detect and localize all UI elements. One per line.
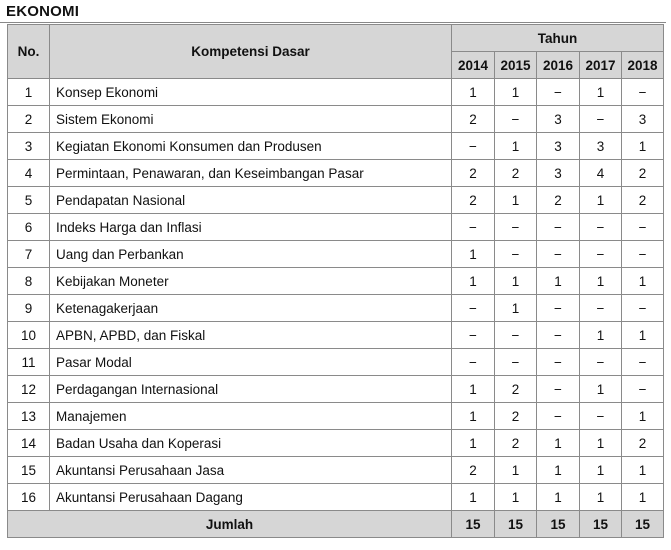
year-count-cell: 1 [622,133,664,160]
year-count-cell: − [537,349,580,376]
competency-name: Ketenagakerjaan [50,295,452,322]
competency-name: Indeks Harga dan Inflasi [50,214,452,241]
year-count-cell: − [495,349,537,376]
competency-name: Manajemen [50,403,452,430]
year-count-cell: − [452,295,495,322]
table-row [8,268,664,295]
table-row [8,430,664,457]
header-no: No. [8,25,50,79]
year-count-cell: − [537,376,580,403]
year-count-cell: 1 [580,484,622,511]
year-count-cell: 1 [622,457,664,484]
year-count-cell: − [622,79,664,106]
year-count-cell: 2 [452,457,495,484]
year-count-cell: 1 [452,484,495,511]
row-number: 12 [8,376,50,403]
table-footer [8,511,664,538]
competency-name: Pendapatan Nasional [50,187,452,214]
competency-name: Permintaan, Penawaran, dan Keseimbangan Pasar [50,160,452,187]
table-row [8,106,664,133]
row-number: 3 [8,133,50,160]
header-kompetensi-dasar: Kompetensi Dasar [50,25,452,79]
total-cell: 15 [622,511,664,538]
year-count-cell: − [580,295,622,322]
table-row [8,349,664,376]
year-count-cell: 1 [537,484,580,511]
year-count-cell: 1 [580,376,622,403]
competency-name: Uang dan Perbankan [50,241,452,268]
year-count-cell: 1 [622,403,664,430]
year-count-cell: 1 [580,322,622,349]
competency-name: Akuntansi Perusahaan Dagang [50,484,452,511]
year-count-cell: 2 [495,403,537,430]
year-count-cell: − [580,349,622,376]
total-cell: 15 [495,511,537,538]
year-count-cell: 1 [495,187,537,214]
year-count-cell: 1 [495,268,537,295]
year-count-cell: − [495,214,537,241]
total-cell: 15 [580,511,622,538]
year-count-cell: − [452,214,495,241]
year-count-cell: 2 [495,160,537,187]
table-row [8,214,664,241]
row-number: 8 [8,268,50,295]
year-count-cell: 1 [580,187,622,214]
row-number: 5 [8,187,50,214]
year-count-cell: 1 [580,457,622,484]
year-count-cell: − [622,241,664,268]
year-count-cell: 1 [495,295,537,322]
competency-name: Konsep Ekonomi [50,79,452,106]
competency-table [7,24,664,538]
year-count-cell: 1 [452,268,495,295]
row-number: 10 [8,322,50,349]
year-count-cell: 2 [622,430,664,457]
competency-name: Badan Usaha dan Koperasi [50,430,452,457]
table-row [8,484,664,511]
table-row [8,295,664,322]
header-year: 2014 [452,52,495,79]
year-count-cell: 2 [452,106,495,133]
year-count-cell: 3 [537,133,580,160]
row-number: 2 [8,106,50,133]
row-number: 16 [8,484,50,511]
year-count-cell: 1 [452,241,495,268]
year-count-cell: − [622,376,664,403]
year-count-cell: − [452,322,495,349]
year-count-cell: 1 [537,457,580,484]
year-count-cell: − [537,403,580,430]
year-count-cell: 2 [622,187,664,214]
year-count-cell: − [537,295,580,322]
year-count-cell: 1 [580,79,622,106]
year-count-cell: − [452,133,495,160]
year-count-cell: 1 [537,430,580,457]
table-row [8,322,664,349]
year-count-cell: − [537,241,580,268]
total-cell: 15 [537,511,580,538]
year-count-cell: 1 [495,79,537,106]
year-count-cell: 4 [580,160,622,187]
year-count-cell: 1 [622,322,664,349]
year-count-cell: 1 [622,268,664,295]
year-count-cell: 3 [622,106,664,133]
table-body [8,79,664,511]
year-count-cell: 1 [495,484,537,511]
year-count-cell: 1 [622,484,664,511]
row-number: 11 [8,349,50,376]
year-count-cell: 1 [452,430,495,457]
year-count-cell: − [537,79,580,106]
table-row [8,79,664,106]
table-row [8,403,664,430]
year-count-cell: − [580,241,622,268]
year-count-cell: 1 [580,430,622,457]
year-count-cell: 2 [452,187,495,214]
year-count-cell: 1 [495,133,537,160]
table-row [8,457,664,484]
year-count-cell: − [495,106,537,133]
year-count-cell: − [537,214,580,241]
row-number: 1 [8,79,50,106]
year-count-cell: 1 [580,268,622,295]
year-count-cell: 2 [537,187,580,214]
competency-name: APBN, APBD, dan Fiskal [50,322,452,349]
year-count-cell: − [580,106,622,133]
table-row [8,241,664,268]
header-tahun: Tahun [452,25,664,52]
year-count-cell: 3 [580,133,622,160]
table-row [8,187,664,214]
year-count-cell: − [495,322,537,349]
year-count-cell: 1 [452,79,495,106]
competency-name: Kebijakan Moneter [50,268,452,295]
year-count-cell: 3 [537,160,580,187]
table-header [8,25,664,79]
title-divider [0,22,666,23]
year-count-cell: − [495,241,537,268]
row-number: 6 [8,214,50,241]
row-number: 14 [8,430,50,457]
competency-name: Sistem Ekonomi [50,106,452,133]
year-count-cell: 2 [452,160,495,187]
year-count-cell: 2 [495,376,537,403]
year-count-cell: − [452,349,495,376]
header-year: 2018 [622,52,664,79]
row-number: 9 [8,295,50,322]
year-count-cell: − [580,214,622,241]
year-count-cell: − [622,214,664,241]
competency-name: Pasar Modal [50,349,452,376]
table-row [8,376,664,403]
header-year: 2016 [537,52,580,79]
row-number: 15 [8,457,50,484]
year-count-cell: − [622,295,664,322]
row-number: 7 [8,241,50,268]
competency-name: Kegiatan Ekonomi Konsumen dan Produsen [50,133,452,160]
year-count-cell: 1 [495,457,537,484]
year-count-cell: − [622,349,664,376]
year-count-cell: 2 [622,160,664,187]
header-year: 2015 [495,52,537,79]
section-title: EKONOMI [6,3,80,20]
competency-name: Perdagangan Internasional [50,376,452,403]
header-year: 2017 [580,52,622,79]
row-number: 4 [8,160,50,187]
table-row [8,133,664,160]
total-label: Jumlah [8,511,452,538]
year-count-cell: − [580,403,622,430]
year-count-cell: 1 [452,403,495,430]
competency-name: Akuntansi Perusahaan Jasa [50,457,452,484]
year-count-cell: 1 [452,376,495,403]
table-row [8,160,664,187]
year-count-cell: 1 [537,268,580,295]
year-count-cell: 3 [537,106,580,133]
year-count-cell: − [537,322,580,349]
total-row [8,511,664,538]
total-cell: 15 [452,511,495,538]
year-count-cell: 2 [495,430,537,457]
row-number: 13 [8,403,50,430]
